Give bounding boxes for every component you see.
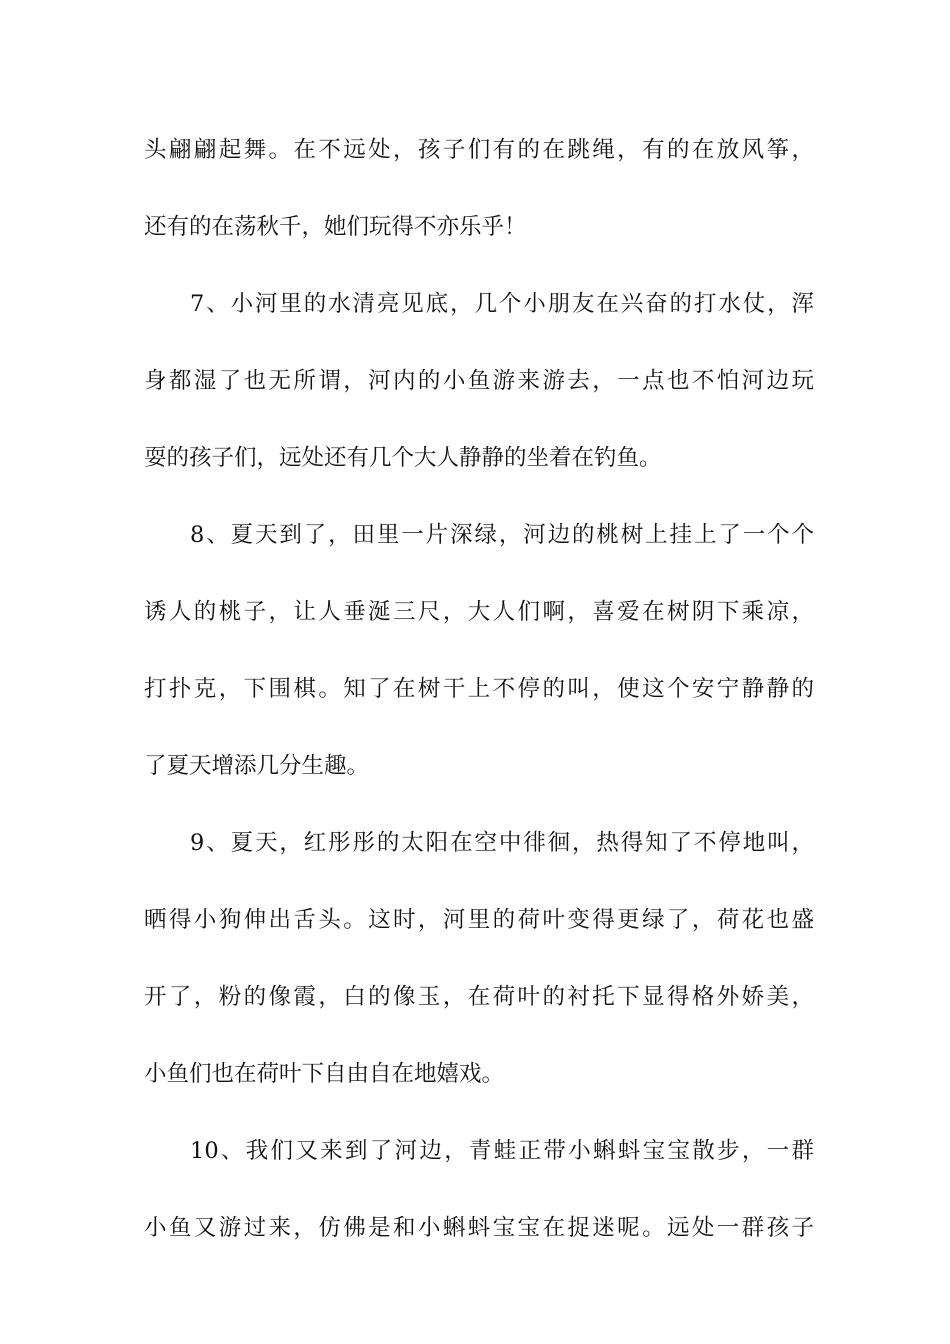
paragraph-start-line: 8、夏天到了，田里一片深绿，河边的桃树上挂上了一个个	[190, 522, 814, 548]
text-line: 还有的在荡秋千，她们玩得不亦乐乎！	[144, 214, 527, 240]
text-line: 晒得小狗伸出舌头。这时，河里的荷叶变得更绿了，荷花也盛	[144, 907, 814, 933]
text-line: 开了，粉的像霞，白的像玉，在荷叶的衬托下显得格外娇美，	[144, 984, 814, 1010]
paragraph-start-line: 10、我们又来到了河边，青蛙正带小蝌蚪宝宝散步，一群	[190, 1138, 814, 1164]
text-line: 耍的孩子们，远处还有几个大人静静的坐着在钓鱼。	[144, 445, 662, 471]
paragraph-start-line: 9、夏天，红彤彤的太阳在空中徘徊，热得知了不停地叫，	[190, 830, 814, 856]
text-line: 小鱼们也在荷叶下自由自在地嬉戏。	[144, 1061, 505, 1087]
text-line: 了夏天增添几分生趣。	[144, 753, 370, 779]
document-body	[144, 124, 814, 1279]
text-line: 打扑克，下围棋。知了在树干上不停的叫，使这个安宁静静的	[144, 676, 814, 702]
text-line: 身都湿了也无所谓，河内的小鱼游来游去，一点也不怕河边玩	[144, 368, 814, 394]
paragraph-start-line: 7、小河里的水清亮见底，几个小朋友在兴奋的打水仗，浑	[190, 291, 814, 317]
text-line: 小鱼又游过来，仿佛是和小蝌蚪宝宝在捉迷呢。远处一群孩子	[144, 1215, 814, 1241]
text-line: 诱人的桃子，让人垂涎三尺，大人们啊，喜爱在树阴下乘凉，	[144, 599, 814, 625]
text-line: 头翩翩起舞。在不远处，孩子们有的在跳绳，有的在放风筝，	[144, 137, 814, 163]
